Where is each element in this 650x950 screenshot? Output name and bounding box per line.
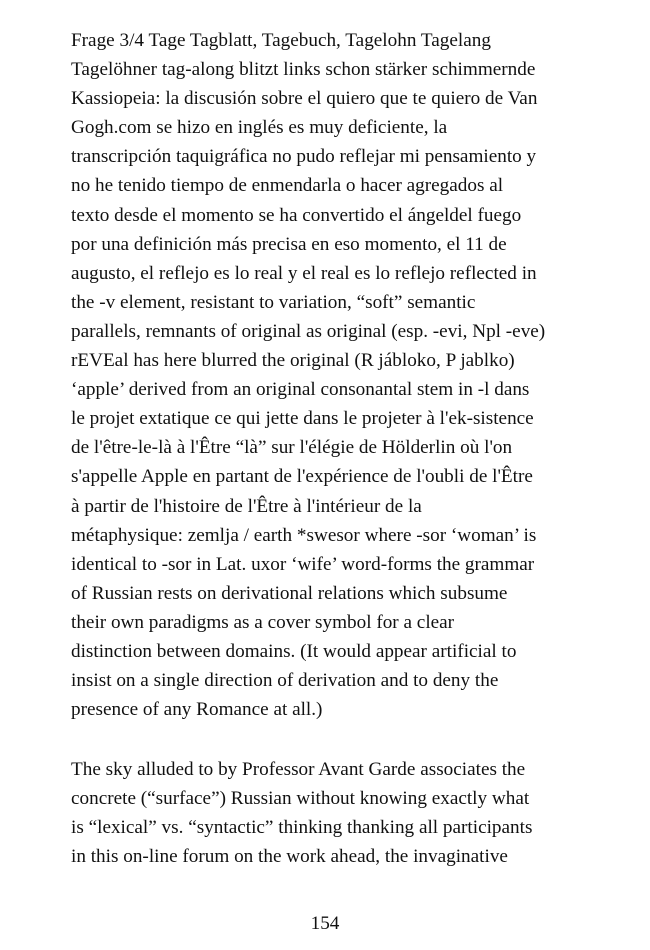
text-line: augusto, el reflejo es lo real y el real es lo reflejo reflected in xyxy=(71,262,537,284)
text-line: no he tenido tiempo de enmendarla o hacer agregados al xyxy=(71,175,504,197)
page-number: 154 xyxy=(310,913,340,934)
text-line: their own paradigms as a cover symbol for a clear xyxy=(71,611,455,633)
text-line: por una definición más precisa en eso momento, el 11 de xyxy=(71,233,507,255)
text-line: ‘apple’ derived from an original consonantal stem in -l dans xyxy=(71,379,530,401)
text-line: Kassiopeia: la discusión sobre el quiero que te quiero de Van xyxy=(71,88,538,110)
text-line: parallels, remnants of original as original (esp. -evi, Npl -eve) xyxy=(71,320,546,342)
text-line: à partir de l'histoire de l'Être à l'intérieur de la xyxy=(71,495,422,517)
text-line: Gogh.com se hizo en inglés es muy deficiente, la xyxy=(71,117,448,139)
paragraph-1 xyxy=(71,26,591,724)
text-line: is “lexical” vs. “syntactic” thinking thanking all participants xyxy=(71,817,533,839)
text-line: rEVEal has here blurred the original (R jábloko, P jablko) xyxy=(71,350,515,372)
text-line: le projet extatique ce qui jette dans le projeter à l'ek-sistence xyxy=(71,408,534,430)
text-line: distinction between domains. (It would appear artificial to xyxy=(71,640,517,662)
text-line: of Russian rests on derivational relations which subsume xyxy=(71,582,508,604)
text-line: Tagelöhner tag-along blitzt links schon stärker schimmernde xyxy=(71,59,536,81)
text-line: concrete (“surface”) Russian without knowing exactly what xyxy=(71,788,530,810)
text-line: identical to -sor in Lat. uxor ‘wife’ word-forms the grammar xyxy=(71,553,535,575)
text-line: Frage 3/4 Tage Tagblatt, Tagebuch, Tagelohn Tagelang xyxy=(71,30,491,51)
text-line: presence of any Romance at all.) xyxy=(71,699,323,721)
text-line: s'appelle Apple en partant de l'expérience de l'oubli de l'Être xyxy=(71,466,533,488)
text-line: insist on a single direction of derivation and to deny the xyxy=(71,670,499,692)
text-line: transcripción taquigráfica no pudo reflejar mi pensamiento y xyxy=(71,146,537,168)
text-line: de l'être-le-là à l'Être “là” sur l'élégie de Hölderlin où l'on xyxy=(71,437,513,459)
text-line: the -v element, resistant to variation, “soft” semantic xyxy=(71,291,476,313)
text-line: in this on-line forum on the work ahead, the invaginative xyxy=(71,846,508,868)
text-line: métaphysique: zemlja / earth *swesor where -sor ‘woman’ is xyxy=(71,524,537,546)
text-line: texto desde el momento se ha convertido el ángeldel fuego xyxy=(71,204,522,226)
text-line: The sky alluded to by Professor Avant Garde associates the xyxy=(71,759,526,780)
paragraph-2 xyxy=(71,755,591,871)
